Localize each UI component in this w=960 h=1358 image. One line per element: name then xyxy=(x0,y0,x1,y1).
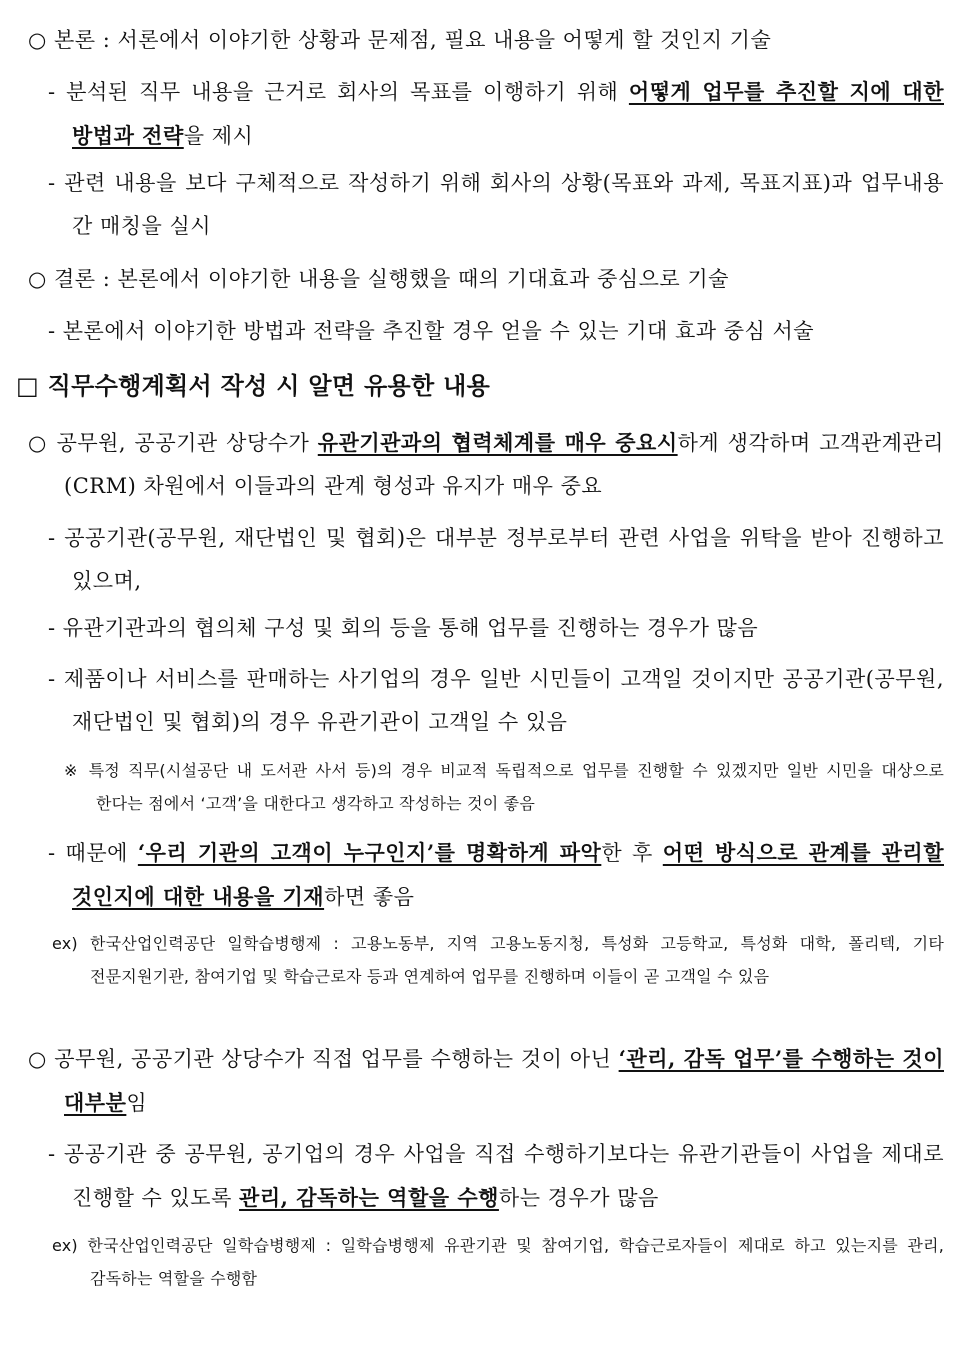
emphasis-text: 어떻게 업무를 추진할 지에 대한 방법과 전략 xyxy=(72,79,944,148)
text-segment: 임 xyxy=(126,1091,148,1115)
text-segment: 한 후 xyxy=(601,841,663,865)
emphasis-text: 관리, 감독하는 역할을 수행 xyxy=(239,1185,499,1210)
text-segment: ○ 본론 : 서론에서 이야기한 상황과 문제점, 필요 내용을 어떻게 할 것인지 기술 xyxy=(28,28,772,52)
paragraph-example-supervision xyxy=(0,1229,960,1295)
emphasis-text: 어떤 방식으로 관계를 관리할 것인지에 대한 내용을 기재 xyxy=(72,840,944,909)
text-segment: ○ 공무원, 공공기관 상당수가 xyxy=(28,431,318,455)
paragraph-main-body-method xyxy=(0,70,960,158)
paragraph-main-body-definition xyxy=(0,19,960,62)
paragraph-supervision-role xyxy=(0,1037,960,1125)
text-segment: - 공공기관 중 공무원, 공기업의 경우 사업을 직접 수행하기보다는 유관기관들이 사업을 제대로 진행할 수 있도록 xyxy=(48,1142,944,1210)
section-heading-text: □ 직무수행계획서 작성 시 알면 유용한 내용 xyxy=(16,372,491,400)
text-segment: 하는 경우가 많음 xyxy=(498,1186,659,1210)
text-segment: ※ 특정 직무(시설공단 내 도서관 사서 등)의 경우 비교적 독립적으로 업무를 진행할 수 있겠지만 일반 시민을 대상으로 한다는 점에서 ‘고객’을 대한다고 생각하고 작성하는 것이 좋음 xyxy=(64,761,944,813)
text-segment: ○ 공무원, 공공기관 상당수가 직접 업무를 수행하는 것이 아닌 xyxy=(28,1047,619,1071)
paragraph-identify-customer xyxy=(0,831,960,919)
emphasis-text: ‘우리 기관의 고객이 누구인지’를 명확하게 파악 xyxy=(137,840,602,865)
text-segment: - 공공기관(공무원, 재단법인 및 협회)은 대부분 정부로부터 관련 사업을 위탁을 받아 진행하고 있으며, xyxy=(48,526,944,593)
emphasis-text: ‘관리, 감독 업무’를 수행하는 것이 대부분 xyxy=(64,1046,944,1115)
paragraph-note-specific-duty xyxy=(0,754,960,820)
text-segment: ○ 결론 : 본론에서 이야기한 내용을 실행했을 때의 기대효과 중심으로 기술 xyxy=(28,267,729,291)
paragraph-customer-difference xyxy=(0,658,960,744)
emphasis-text: 유관기관과의 협력체계를 매우 중요시 xyxy=(317,430,678,455)
paragraph-cooperation-importance xyxy=(0,421,960,508)
paragraph-council-meetings xyxy=(0,607,960,650)
paragraph-conclusion-effect xyxy=(0,310,960,353)
text-segment: - 본론에서 이야기한 방법과 전략을 추진할 경우 얻을 수 있는 기대 효과 중심 서술 xyxy=(48,319,815,343)
paragraph-supervision-detail xyxy=(0,1133,960,1220)
text-segment: 하게 생각하며 고객관계관리(CRM) 차원에서 이들과의 관계 형성과 유지가 매우 중요 xyxy=(64,431,944,498)
text-segment: - 때문에 xyxy=(48,841,138,865)
text-segment: ex) 한국산업인력공단 일학습병행제 : 일학습병행제 유관기관 및 참여기업, 학습근로자들이 제대로 하고 있는지를 관리, 감독하는 역할을 수행함 xyxy=(52,1236,944,1288)
text-segment: - 유관기관과의 협의체 구성 및 회의 등을 통해 업무를 진행하는 경우가 많음 xyxy=(48,616,759,640)
paragraph-public-delegation xyxy=(0,517,960,603)
paragraph-conclusion-definition xyxy=(0,258,960,301)
text-segment: ex) 한국산업인력공단 일학습병행제 : 고용노동부, 지역 고용노동지청, 특성화 고등학교, 특성화 대학, 폴리텍, 기타 전문지원기관, 참여기업 및 학습근로자 등과 연계하여 업무를 진행하며 이들이 곧 고객일 수 있음 xyxy=(52,934,944,986)
text-segment: - 관련 내용을 보다 구체적으로 작성하기 위해 회사의 상황(목표와 과제, 목표지표)과 업무내용 간 매칭을 실시 xyxy=(48,171,944,238)
text-segment: - 분석된 직무 내용을 근거로 회사의 목표를 이행하기 위해 xyxy=(48,80,629,104)
paragraph-example-partners xyxy=(0,927,960,993)
text-segment: - 제품이나 서비스를 판매하는 사기업의 경우 일반 시민들이 고객일 것이지만 공공기관(공무원, 재단법인 및 협회)의 경우 유관기관이 고객일 수 있음 xyxy=(48,667,944,734)
paragraph-main-body-matching xyxy=(0,162,960,248)
text-segment: 하면 좋음 xyxy=(324,885,415,909)
section-heading xyxy=(0,366,960,406)
text-segment: 을 제시 xyxy=(183,124,254,148)
